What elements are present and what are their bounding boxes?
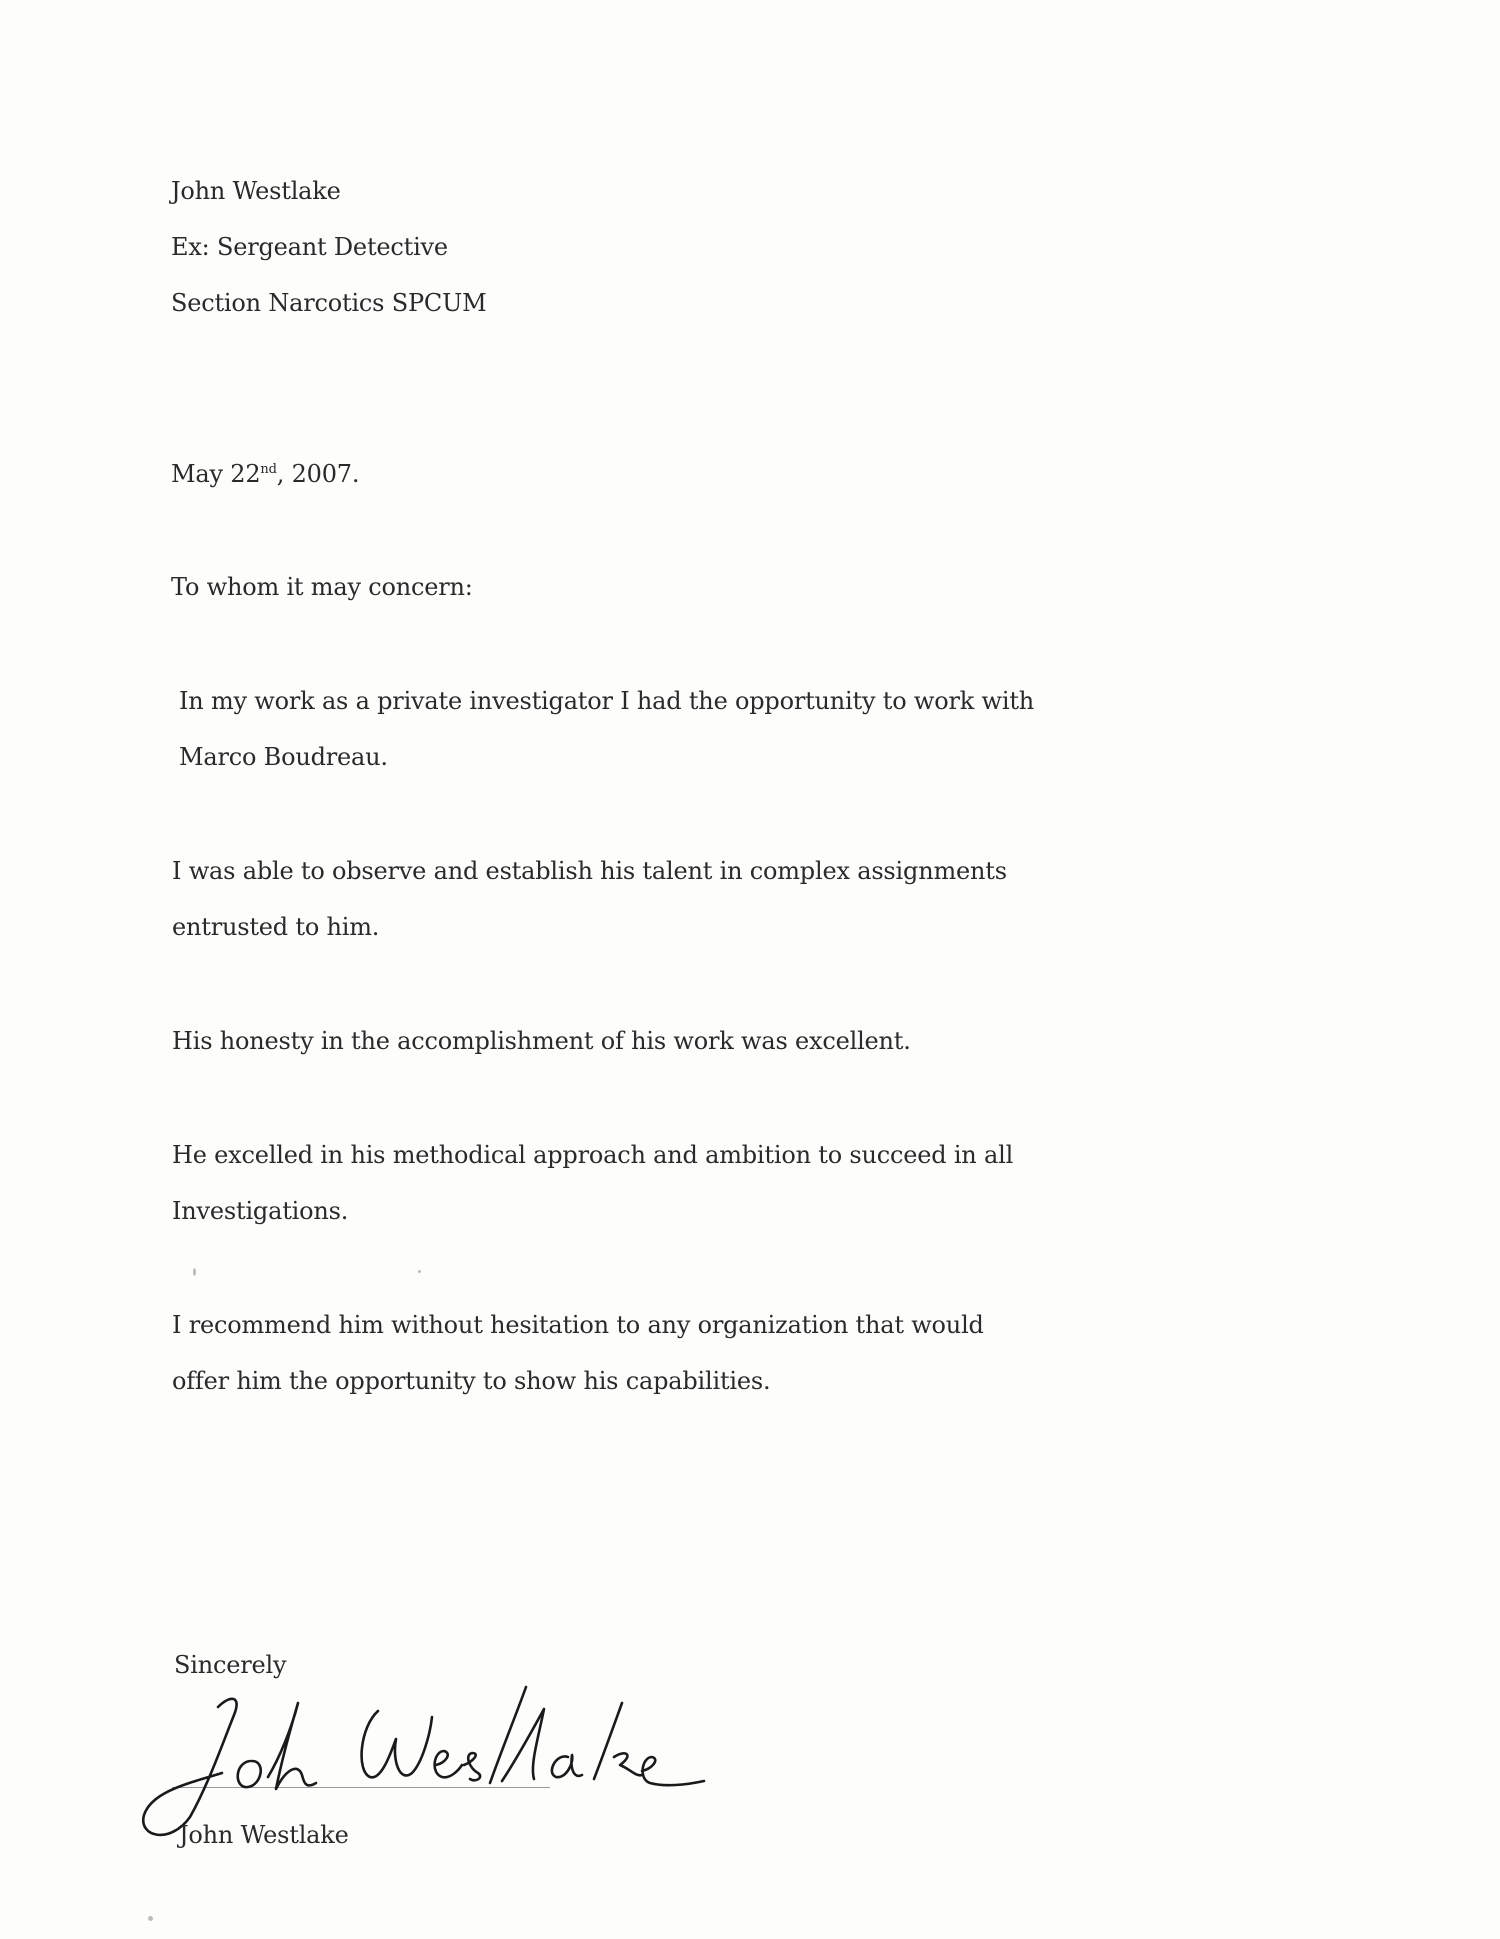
sender-title: Ex: Sergeant Detective: [171, 233, 448, 261]
closing: Sincerely: [174, 1651, 287, 1679]
date-year: , 2007.: [276, 460, 360, 488]
letter-date: [171, 459, 359, 489]
paragraph-2-line-2: entrusted to him.: [172, 913, 380, 941]
paper-speck: [418, 1270, 421, 1273]
paragraph-5-line-1: I recommend him without hesitation to any organization that would: [172, 1311, 984, 1339]
date-ordinal: nd: [260, 462, 277, 477]
paragraph-5-line-2: offer him the opportunity to show his capabilities.: [172, 1367, 771, 1395]
paper-speck: [193, 1268, 196, 1276]
paragraph-1-line-1: In my work as a private investigator I had the opportunity to work with: [179, 687, 1035, 715]
paragraph-1-line-2: Marco Boudreau.: [179, 743, 388, 771]
sender-section: Section Narcotics SPCUM: [171, 289, 487, 317]
paper-speck: [148, 1916, 153, 1921]
paragraph-2-line-1: I was able to observe and establish his talent in complex assignments: [172, 857, 1007, 885]
paragraph-3-line-1: His honesty in the accomplishment of his work was excellent.: [172, 1027, 911, 1055]
date-month-day: May 22: [171, 460, 261, 488]
salutation: To whom it may concern:: [171, 573, 473, 601]
sender-name: John Westlake: [171, 177, 341, 205]
paragraph-4-line-1: He excelled in his methodical approach and ambition to succeed in all: [172, 1141, 1014, 1169]
paragraph-4-line-2: Investigations.: [172, 1197, 349, 1225]
signer-name: John Westlake: [179, 1821, 349, 1849]
